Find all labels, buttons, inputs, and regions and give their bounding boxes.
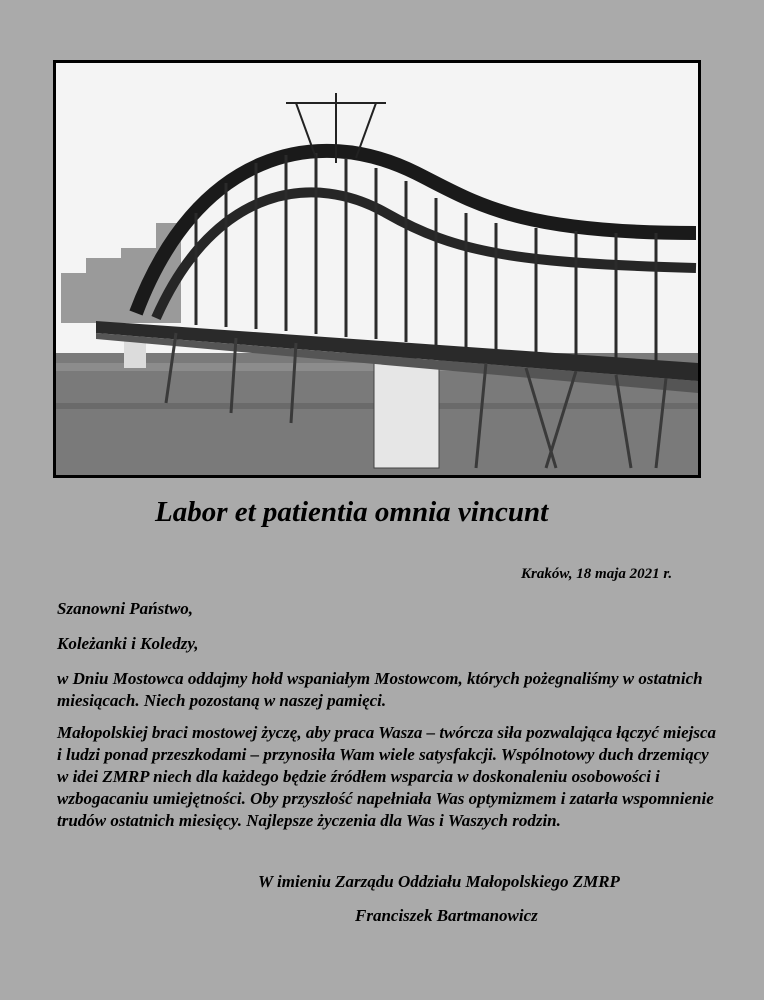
paragraph-wishes: Małopolskiej braci mostowej życzę, aby praca Wasza – twórcza siła pozwalająca łączyć miejsca i ludzi ponad przeszkodami – przynosiła Wam wiele satysfakcji. Wspólnotowy duch drzemiący w idei ZMRP niech dla każdego będzie źródłem wsparcia w doskonaleniu osobowości i wzbogacaniu umiejętności. Oby przyszłość napełniała Was optymizmem i zatarła wspomnienie trudów ostatnich miesięcy. Najlepsze życzenia dla Was i Waszych rodzin. <box>57 723 717 830</box>
signoff-line: W imieniu Zarządu Oddziału Małopolskiego ZMRP <box>258 872 620 891</box>
signer-name: Franciszek Bartmanowicz <box>355 906 538 925</box>
greeting-line-2: Koleżanki i Koledzy, <box>57 634 199 653</box>
photo-illustration <box>56 63 698 475</box>
paragraph-tribute: w Dniu Mostowca oddajmy hołd wspaniałym Mostowcom, których pożegnaliśmy w ostatnich miesiącach. Niech pozostaną w naszej pamięci. <box>57 669 703 710</box>
greeting-line-1: Szanowni Państwo, <box>57 599 194 618</box>
motto-heading: Labor et patientia omnia vincunt <box>155 496 549 528</box>
dateline: Kraków, 18 maja 2021 r. <box>521 566 673 582</box>
bridge-construction-photo <box>53 60 701 478</box>
letter-body <box>57 598 717 842</box>
